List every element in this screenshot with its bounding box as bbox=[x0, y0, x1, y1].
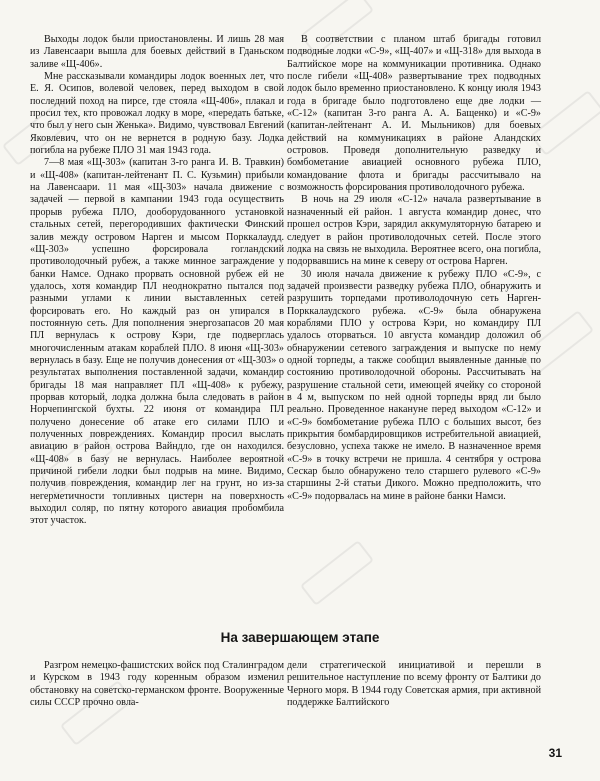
left-column bbox=[30, 34, 284, 528]
paragraph: дели стратегической инициативой и перешли в решительное наступление по всему фронту от Балтики до Черного моря. В 1944 году Советская армия, при активной поддержке Балтийского bbox=[287, 660, 541, 709]
section-heading: На завершающем этапе bbox=[220, 630, 380, 645]
paragraph: Мне рассказывали командиры лодок военных лет, что Е. Я. Осипов, волевой человек, перед выходом в свой последний поход на пирсе, где стояла «Щ-406», плакал и просил тех, кто провожал лодку в море, «передать батьке, что был у него сын Женька». Видимо, чувствовал Евгений Яковлевич, что он не вернется в родную базу. Лодка погибла на рубеже ПЛО 31 мая 1943 года. bbox=[30, 71, 284, 157]
paragraph: В ночь на 29 июля «С-12» начала развертывание в назначенный ей район. 1 августа командир донес, что прошел остров Кэри, зарядил аккумуляторную батарею и следует в район противолодочных сетей. После этого лодка на связь не выходила. Вероятнее всего, она погибла, подорвавшись на мине к северу от острова Нарген. bbox=[287, 194, 541, 268]
right-column bbox=[287, 34, 541, 503]
left-column-bottom bbox=[30, 660, 284, 709]
paragraph: В соответствии с планом штаб бригады готовил подводные лодки «С-9», «Щ-407» и «Щ-318» для выхода в Балтийское море на коммуникации противника. Однако после гибели «Щ-408» развертывание трех подводных лодок было временно приостановлено. К концу июля 1943 года в бригаде было подготовлено еще две лодки — «С-12» (капитан 3-го ранга А. А. Бащенко) и «С-9» (капитан-лейтенант А. И. Мыльников) для боевых действий на коммуникациях в районе Аландских островов. Проведя дополнительную разведку и бомбометание авиацией основного рубежа ПЛО, командование флота и бригады рассчитывало на возможность форсирования противолодочного рубежа. bbox=[287, 34, 541, 194]
page-number: 31 bbox=[548, 746, 562, 760]
right-column-bottom bbox=[287, 660, 541, 709]
paragraph: Разгром немецко-фашистских войск под Сталинградом и Курском в 1943 году коренным образом изменил обстановку на советско-германском фронте. Вооруженные силы СССР прочно овла- bbox=[30, 660, 284, 709]
paragraph: Выходы лодок были приостановлены. И лишь 28 мая из Лавенсаари вышла для боевых действий в Гданьском заливе «Щ-406». bbox=[30, 34, 284, 70]
watermark-stamp bbox=[300, 540, 374, 606]
paragraph: 7—8 мая «Щ-303» (капитан 3-го ранга И. В. Травкин) и «Щ-408» (капитан-лейтенант П. С. Кузьмин) прибыли на Лавенсаари. 11 мая «Щ-303» начала движение с задачей — первой в кампании 1943 года осуществить прорыв рубежа ПЛО, дооборудованного установкой стальных сетей, перегородивших фактически Финский залив между островом Нарген и мысом Порккалаудд. «Щ-303» успешно форсировала гогландский противолодочный рубеж, а также минное заграждение у банки Намсе. Однако прорвать основной рубеж ей не удалось, хотя командир ПЛ неоднократно пытался под разными углами к линии выставленных сетей форсировать его. Но каждый раз он упирался в постоянную сеть. Для пополнения энергозапасов 20 мая ПЛ вернулась к острову Кэри, где подверглась многочисленным атакам кораблей ПЛО. 8 июня «Щ-303» вернулась в базу. Еще не получив донесения от «Щ-303» о результатах выполнения поставленной задачи, командир бригады 18 мая направляет ПЛ «Щ-408» к рубежу, прорвав который, лодка должна была следовать в район Норчепингской бухты. 22 июня от командира ПЛ получено донесение об атаке его силами ПЛО и полученных повреждениях. Командир просил выслать авиацию в район острова Вайндло, где он находился. «Щ-408» в базу не вернулась. Наиболее вероятной причиной гибели лодки был подрыв на мине. Видимо, получив повреждения, командир лег на грунт, но из-за негерметичности топливных цистерн на поверхность выходил соляр, по пятну которого авиация пробомбила этот участок. bbox=[30, 157, 284, 527]
paragraph: 30 июля начала движение к рубежу ПЛО «С-9», с задачей произвести разведку рубежа ПЛО, обнаружить и разрушить торпедами противолодочную сеть Нарген-Порккалаудского рубежа. «С-9» была обнаружена кораблями ПЛО у острова Кэри, но командиру ПЛ удалось оторваться. 10 августа командир доложил об обнаружении сетевого заграждения и выпуске по нему одной торпеды, а также сообщил выявленные данные по состоянию противолодочной обороны. Рассчитывать на разрушение стальной сети, имеющей ячейку со стороной в 4 м, выпуском по ней одной торпеды вряд ли было реально. Проведенное накануне перед выходом «С-12» и «С-9» бомбометание рубежа ПЛО с больших высот, без прикрытия бомбардировщиков истребительной авиацией, безусловно, успеха также не имело. В назначенное время «С-9» в точку встречи не пришла. 4 сентября у острова Сескар было обнаружено тело старшего рулевого «С-9» старшины 2-й статьи Дикого. Можно предположить, что «С-9» подорвалась на мине в районе банки Намси. bbox=[287, 268, 541, 502]
